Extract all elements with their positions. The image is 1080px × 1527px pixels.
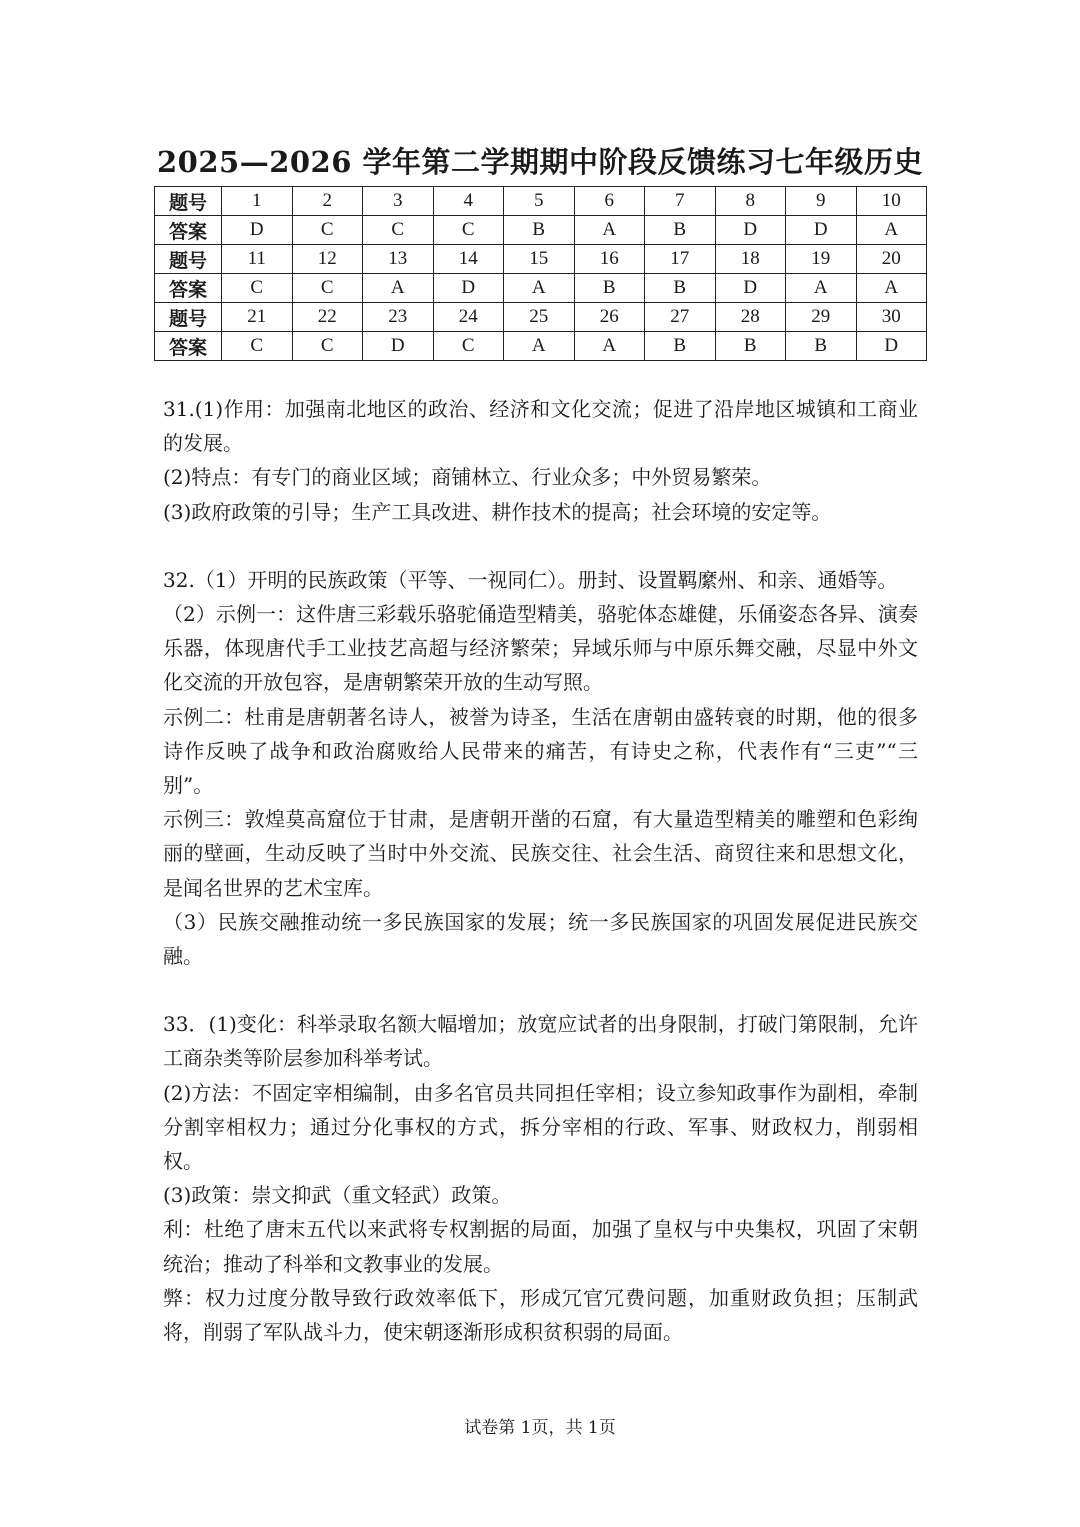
table-row [155,245,927,274]
table-row [155,216,927,245]
question-number: 18 [715,245,786,274]
question-number: 2 [292,187,363,216]
question-31-answer [163,392,918,529]
answer-cell: B [574,274,645,303]
question-number: 11 [222,245,293,274]
answer-cell: C [363,216,434,245]
answer-cell: C [433,332,504,361]
paragraph: 示例三：敦煌莫高窟位于甘肃，是唐朝开凿的石窟，有大量造型精美的雕塑和色彩绚丽的壁画，生动反映了当时中外交流、民族交往、社会生活、商贸往来和思想文化，是闻名世界的艺术宝库。 [163,807,918,900]
answer-cell: A [574,332,645,361]
question-number: 3 [363,187,434,216]
answer-cell: C [292,216,363,245]
answer-cell: A [504,332,575,361]
answer-cell: D [856,332,927,361]
answer-cell: B [786,332,857,361]
paragraph: 32.（1）开明的民族政策（平等、一视同仁）。册封、设置羁縻州、和亲、通婚等。 [163,567,898,592]
answer-cell: A [504,274,575,303]
question-number: 7 [645,187,716,216]
answer-label: 答案 [155,216,222,245]
answer-cell: A [856,274,927,303]
table-row [155,332,927,361]
question-number: 14 [433,245,504,274]
question-number: 29 [786,303,857,332]
question-number: 1 [222,187,293,216]
question-number: 26 [574,303,645,332]
table-row [155,274,927,303]
answer-cell: D [786,216,857,245]
answer-cell: C [433,216,504,245]
paragraph: (3)政策：崇文抑武（重文轻武）政策。 [163,1183,512,1208]
answer-cell: A [786,274,857,303]
question-number: 10 [856,187,927,216]
answer-cell: A [363,274,434,303]
question-number: 20 [856,245,927,274]
question-number: 5 [504,187,575,216]
question-33-answer [163,1007,918,1349]
answer-cell: B [715,332,786,361]
answer-cell: C [222,332,293,361]
answer-label: 答案 [155,332,222,361]
answer-table [154,186,927,361]
question-number: 30 [856,303,927,332]
paragraph: （3）民族交融推动统一多民族国家的发展；统一多民族国家的巩固发展促进民族交融。 [163,909,918,969]
answer-cell: B [645,216,716,245]
question-number: 15 [504,245,575,274]
paragraph: (3)政府政策的引导；生产工具改进、耕作技术的提高；社会环境的安定等。 [163,499,832,524]
answer-cell: D [433,274,504,303]
answer-cell: C [222,274,293,303]
paragraph: （2）示例一：这件唐三彩载乐骆驼俑造型精美，骆驼体态雄健，乐俑姿态各异、演奏乐器，体现唐代手工业技艺高超与经济繁荣；异域乐师与中原乐舞交融，尽显中外文化交流的开放包容，是唐朝繁荣开放的生动写照。 [163,602,918,695]
question-number: 24 [433,303,504,332]
question-32-answer [163,563,918,973]
question-number: 12 [292,245,363,274]
page-title: 2025—2026 学年第二学期期中阶段反馈练习七年级历史 [156,145,924,179]
paragraph: (2)方法：不固定宰相编制，由多名官员共同担任宰相；设立参知政事作为副相，牵制分割宰相权力；通过分化事权的方式，拆分宰相的行政、军事、财政权力，削弱相权。 [163,1080,918,1174]
answer-cell: B [645,274,716,303]
question-number: 6 [574,187,645,216]
answer-cell: D [222,216,293,245]
answer-label: 答案 [155,274,222,303]
answer-cell: B [504,216,575,245]
section-spacer [163,529,918,563]
section-spacer [163,973,918,1007]
answer-cell: A [574,216,645,245]
paragraph: 33．(1)变化：科举录取名额大幅增加；放宽应试者的出身限制，打破门第限制，允许工商杂类等阶层参加科举考试。 [163,1012,918,1071]
answer-content [163,392,918,1349]
question-number-label: 题号 [155,245,222,274]
question-number: 21 [222,303,293,332]
answer-cell: D [715,216,786,245]
answer-cell: D [715,274,786,303]
answer-cell: B [645,332,716,361]
question-number: 19 [786,245,857,274]
paragraph: (2)特点：有专门的商业区域；商铺林立、行业众多；中外贸易繁荣。 [163,465,772,490]
page-footer: 试卷第 1页，共 1页 [464,1418,616,1438]
question-number: 25 [504,303,575,332]
answer-cell: C [292,332,363,361]
paragraph: 弊：权力过度分散导致行政效率低下，形成冗官冗费问题，加重财政负担；压制武将，削弱了军队战斗力，使宋朝逐渐形成积贫积弱的局面。 [163,1285,918,1345]
question-number-label: 题号 [155,187,222,216]
question-number: 17 [645,245,716,274]
paragraph: 31.(1)作用：加强南北地区的政治、经济和文化交流；促进了沿岸地区城镇和工商业的发展。 [163,397,918,456]
question-number: 13 [363,245,434,274]
question-number: 4 [433,187,504,216]
table-row [155,187,927,216]
answer-cell: A [856,216,927,245]
question-number: 9 [786,187,857,216]
question-number-label: 题号 [155,303,222,332]
question-number: 28 [715,303,786,332]
question-number: 27 [645,303,716,332]
question-number: 22 [292,303,363,332]
question-number: 16 [574,245,645,274]
answer-cell: D [363,332,434,361]
paragraph: 利：杜绝了唐末五代以来武将专权割据的局面，加强了皇权与中央集权，巩固了宋朝统治；推动了科举和文教事业的发展。 [163,1217,918,1276]
question-number: 8 [715,187,786,216]
paragraph: 示例二：杜甫是唐朝著名诗人，被誉为诗圣，生活在唐朝由盛转衰的时期，他的很多诗作反映了战争和政治腐败给人民带来的痛苦，有诗史之称，代表作有“三吏”“三别”。 [163,704,918,798]
table-row [155,303,927,332]
question-number: 23 [363,303,434,332]
answer-cell: C [292,274,363,303]
